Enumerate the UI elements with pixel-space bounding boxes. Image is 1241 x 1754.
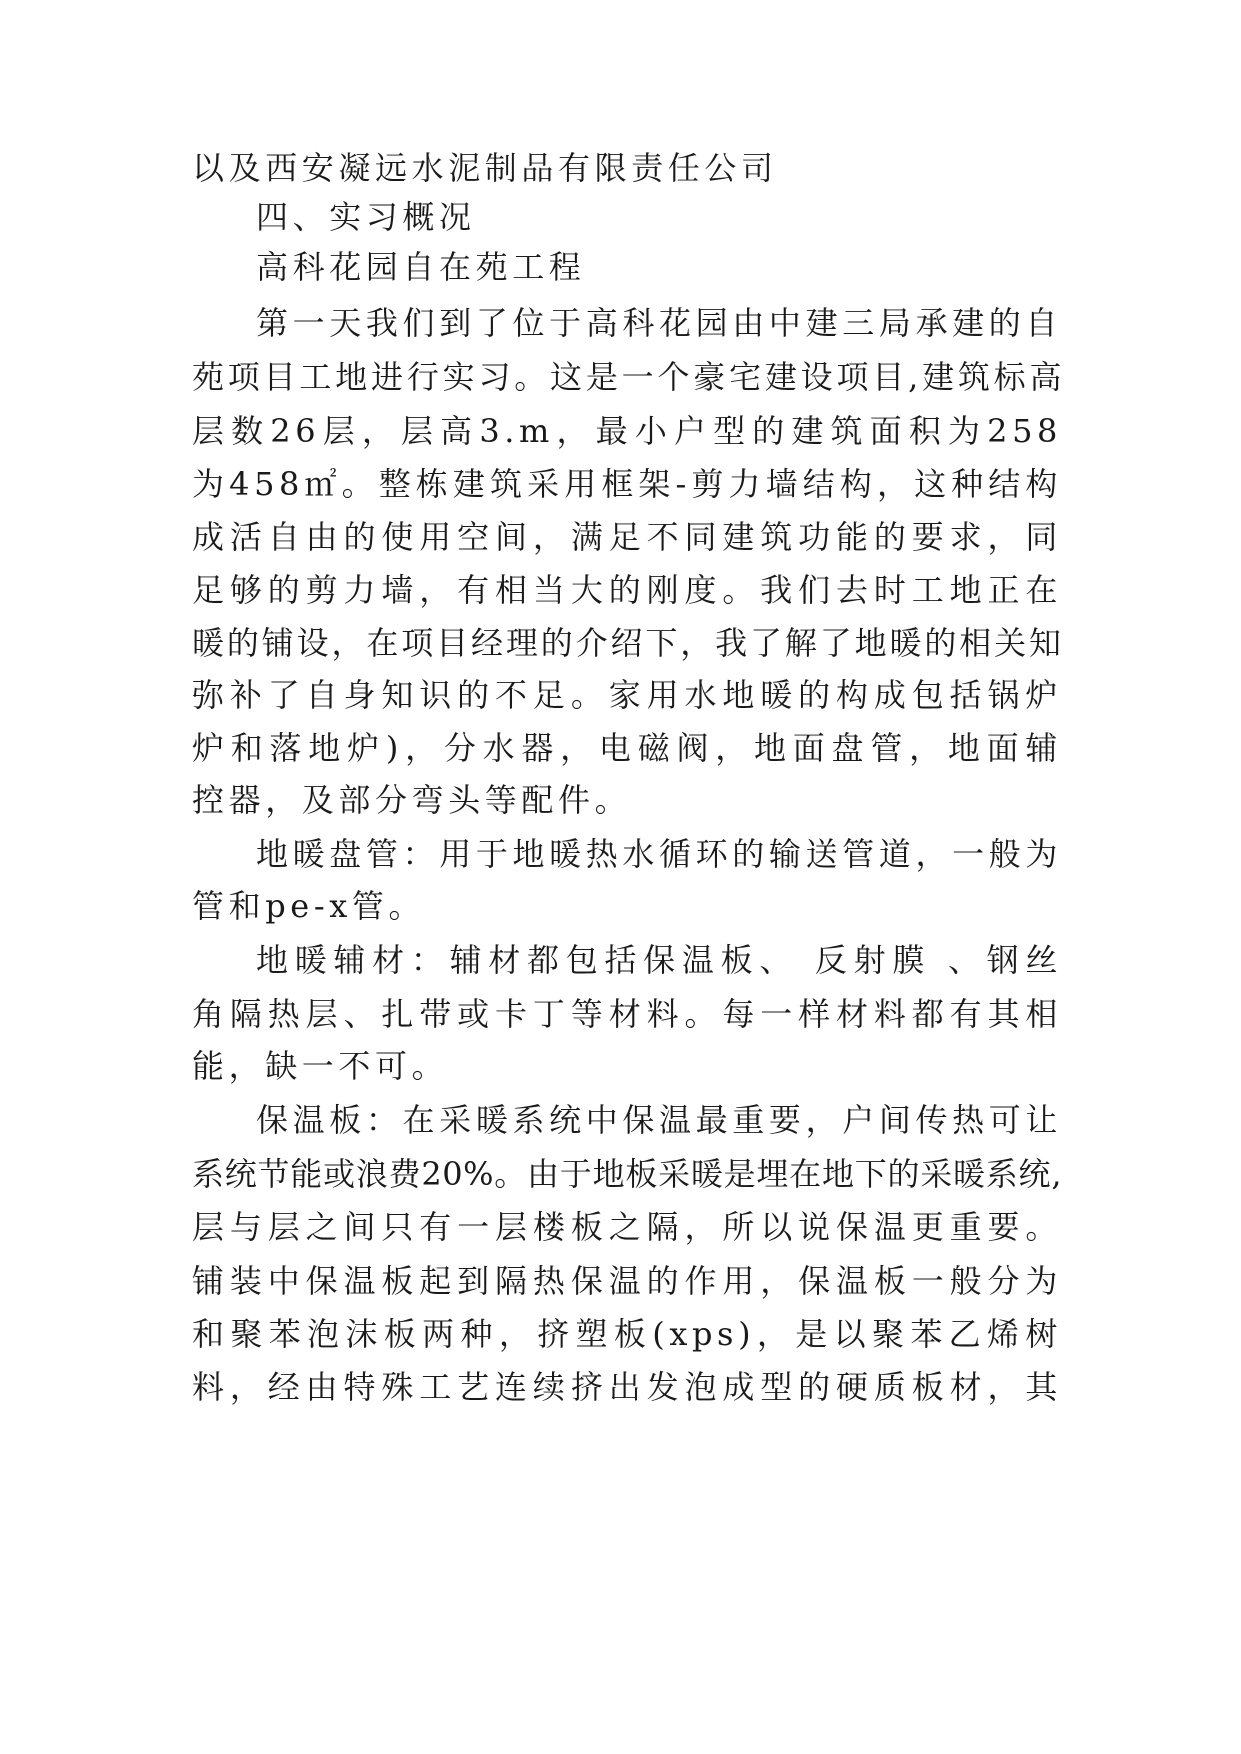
text-line: 铺装中保温板起到隔热保温的作用，保温板一般分为 <box>192 1262 1062 1300</box>
text-line: 系统节能或浪费20%。由于地板采暖是埋在地下的采暖系统, <box>192 1155 1062 1193</box>
subsection-heading: 高科花园自在苑工程 <box>256 248 586 286</box>
text-line: 苑项目工地进行实习。这是一个豪宅建设项目,建筑标高 <box>192 358 1062 396</box>
text-line: 足够的剪力墙，有相当大的刚度。我们去时工地正在 <box>192 571 1062 609</box>
text-line: 和聚苯泡沫板两种，挤塑板(xps)，是以聚苯乙烯树 <box>192 1315 1062 1353</box>
text-line: 第一天我们到了位于高科花园由中建三局承建的自 <box>256 304 1062 342</box>
text-line: 控器，及部分弯头等配件。 <box>192 781 632 819</box>
text-line: 料，经由特殊工艺连续挤出发泡成型的硬质板材，其 <box>192 1368 1062 1406</box>
text-line: 弥补了自身知识的不足。家用水地暖的构成包括锅炉 <box>192 676 1062 714</box>
text-line: 以及西安凝远水泥制品有限责任公司 <box>192 149 778 187</box>
text-line: 地暖盘管：用于地暖热水循环的输送管道，一般为 <box>256 835 1062 873</box>
text-line: 成活自由的使用空间，满足不同建筑功能的要求，同 <box>192 518 1062 556</box>
text-line: 管和pe-x管。 <box>192 887 426 925</box>
text-line: 层与层之间只有一层楼板之隔，所以说保温更重要。 <box>192 1208 1062 1246</box>
text-line: 为458㎡。整栋建筑采用框架-剪力墙结构，这种结构 <box>192 465 1062 503</box>
text-line: 炉和落地炉)，分水器，电磁阀，地面盘管，地面辅 <box>192 729 1062 767</box>
section-heading: 四、实习概况 <box>256 198 476 236</box>
text-line: 能，缺一不可。 <box>192 1047 449 1085</box>
text-line: 地暖辅材：辅材都包括保温板、 反射膜 、钢丝 <box>256 941 1062 979</box>
text-line: 层数26层，层高3.m，最小户型的建筑面积为258 <box>192 412 1062 450</box>
text-line: 角隔热层、扎带或卡丁等材料。每一样材料都有其相 <box>192 995 1062 1033</box>
text-line: 暖的铺设，在项目经理的介绍下，我了解了地暖的相关知 <box>192 624 1062 662</box>
text-line: 保温板：在采暖系统中保温最重要，户间传热可让 <box>256 1101 1062 1139</box>
